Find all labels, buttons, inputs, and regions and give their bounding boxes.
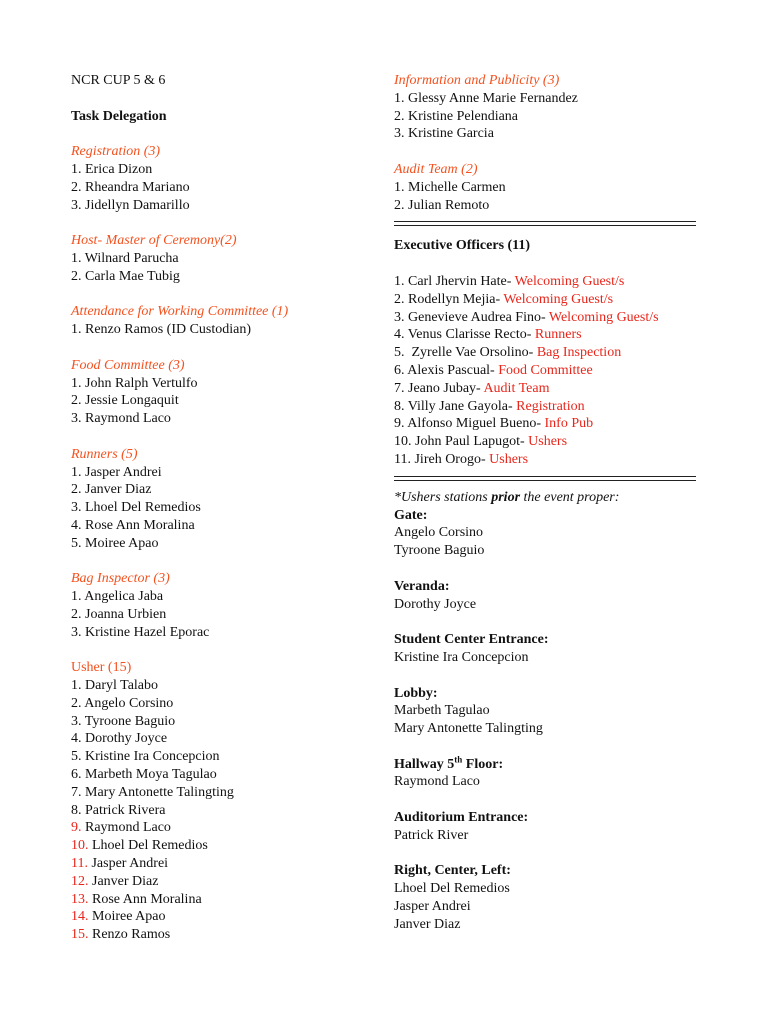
station-label-lobby: Lobby: (394, 685, 438, 701)
usher-name: Moiree Apao (92, 909, 166, 925)
usher-item (71, 766, 371, 784)
list-item: 5. Moiree Apao (71, 535, 159, 551)
executive-role: Ushers (528, 434, 568, 450)
list-item: 1. Michelle Carmen (394, 179, 506, 195)
label-superscript: th (454, 754, 463, 765)
executive-item (394, 451, 696, 469)
stations-note (394, 489, 696, 507)
executive-role: Welcoming Guest/s (548, 309, 659, 325)
usher-number: 3. (71, 713, 82, 729)
usher-item (71, 730, 371, 748)
list-item: 1. Renzo Ramos (ID Custodian) (71, 322, 252, 338)
executive-name: 3. Genevieve Audrea Fino- (394, 309, 549, 325)
station-name: Tyroone Baguio (394, 543, 485, 559)
usher-number: 2. (71, 695, 82, 711)
list-item: 2. Rheandra Mariano (71, 179, 190, 195)
section-heading: Bag Inspector (3) (71, 571, 170, 587)
station-label-hallway (394, 756, 696, 774)
usher-number: 1. (71, 678, 82, 694)
executive-item (394, 326, 696, 344)
usher-name: Dorothy Joyce (85, 731, 168, 747)
executive-name: 10. John Paul Lapugot- (394, 434, 529, 450)
usher-name: Jasper Andrei (91, 856, 169, 872)
usher-number: 13. (71, 891, 89, 907)
section-registration (71, 143, 371, 214)
usher-name: Mary Antonette Talingting (85, 784, 234, 800)
usher-number: 15. (71, 927, 89, 943)
list-item: 3. Jidellyn Damarillo (71, 197, 190, 213)
executive-role: Audit Team (483, 380, 550, 396)
section-audit-team (394, 161, 696, 214)
list-item: 3. Kristine Garcia (394, 126, 494, 142)
section-heading: Audit Team (2) (394, 161, 478, 177)
usher-name: Raymond Laco (85, 820, 171, 836)
list-item: 1. Angelica Jaba (71, 589, 164, 605)
executive-name: 1. Carl Jhervin Hate- (394, 273, 515, 289)
section-heading: Usher (15) (71, 660, 132, 676)
executive-item (394, 362, 696, 380)
usher-item (71, 837, 371, 855)
executive-role: Welcoming Guest/s (503, 291, 614, 307)
section-heading: Executive Officers (11) (394, 238, 531, 254)
usher-name: Patrick Rivera (85, 802, 166, 818)
section-runners (71, 446, 371, 553)
section-food-committee (71, 357, 371, 428)
document-title: NCR CUP 5 & 6 (71, 73, 166, 88)
section-heading: Attendance for Working Committee (1) (71, 304, 289, 320)
executive-item (394, 433, 696, 451)
executive-item (394, 398, 696, 416)
usher-item (71, 855, 371, 873)
executive-role: Ushers (489, 451, 529, 467)
executive-name: 6. Alexis Pascual- (394, 362, 499, 378)
list-item: 1. Glessy Anne Marie Fernandez (394, 90, 578, 106)
station-name: Angelo Corsino (394, 525, 484, 541)
station-name: Mary Antonette Talingting (394, 721, 543, 737)
section-heading: Host- Master of Ceremony(2) (71, 233, 237, 249)
label-part: Floor: (462, 756, 504, 772)
usher-item (71, 908, 371, 926)
executive-role: Bag Inspection (536, 345, 622, 361)
usher-item (71, 891, 371, 909)
usher-number: 9. (71, 820, 82, 836)
executive-role: Registration (516, 398, 585, 414)
executive-name: 2. Rodellyn Mejia- (394, 291, 504, 307)
divider (394, 221, 696, 226)
usher-number: 12. (71, 873, 89, 889)
executive-item (394, 291, 696, 309)
usher-name: Lhoel Del Remedios (92, 838, 208, 854)
usher-number: 7. (71, 784, 82, 800)
note-suffix: the event proper: (520, 489, 620, 505)
usher-item (71, 819, 371, 837)
section-heading: Registration (3) (71, 144, 161, 160)
task-delegation-heading: Task Delegation (71, 108, 167, 124)
list-item: 2. Joanna Urbien (71, 606, 167, 622)
executive-item (394, 380, 696, 398)
executive-role: Runners (534, 327, 582, 343)
list-item: 3. Lhoel Del Remedios (71, 500, 201, 516)
station-label-auditorium: Auditorium Entrance: (394, 810, 529, 826)
executive-name: 9. Alfonso Miguel Bueno- (394, 416, 545, 432)
executive-role: Info Pub (544, 416, 594, 432)
station-label-gate: Gate: (394, 507, 428, 523)
section-ushers (71, 659, 371, 944)
station-name: Patrick River (394, 827, 469, 843)
usher-number: 4. (71, 731, 82, 747)
executive-name: 5. Zyrelle Vae Orsolino- (394, 345, 537, 361)
station-name: Kristine Ira Concepcion (394, 649, 529, 665)
executive-item (394, 344, 696, 362)
executive-item (394, 415, 696, 433)
usher-name: Kristine Ira Concepcion (85, 749, 220, 765)
executive-list (394, 273, 696, 469)
section-heading: Information and Publicity (3) (394, 73, 560, 88)
executive-name: 11. Jireh Orogo- (394, 451, 490, 467)
usher-item (71, 748, 371, 766)
station-name: Jasper Andrei (394, 899, 471, 915)
usher-item (71, 802, 371, 820)
executive-item (394, 309, 696, 327)
usher-number: 10. (71, 838, 89, 854)
usher-number: 6. (71, 767, 82, 783)
executive-role: Welcoming Guest/s (514, 273, 625, 289)
list-item: 2. Kristine Pelendiana (394, 108, 519, 124)
section-executive-officers (394, 237, 696, 468)
usher-name: Daryl Talabo (85, 678, 159, 694)
list-item: 2. Janver Diaz (71, 482, 152, 498)
station-name: Raymond Laco (394, 774, 480, 790)
usher-number: 5. (71, 749, 82, 765)
usher-name: Janver Diaz (92, 873, 159, 889)
section-heading: Runners (5) (71, 446, 138, 462)
usher-name: Renzo Ramos (92, 927, 171, 943)
station-name: Marbeth Tagulao (394, 703, 490, 719)
list-item: 2. Jessie Longaquit (71, 393, 179, 409)
right-column (394, 72, 696, 934)
station-name: Lhoel Del Remedios (394, 881, 510, 897)
station-name: Dorothy Joyce (394, 596, 477, 612)
note-bold: prior (491, 489, 521, 505)
usher-number: 11. (71, 856, 88, 872)
section-usher-stations (394, 489, 696, 934)
section-bag-inspector (71, 570, 371, 641)
station-label-student-center: Student Center Entrance: (394, 632, 549, 648)
section-heading: Food Committee (3) (71, 357, 185, 373)
section-info-publicity (394, 72, 696, 143)
list-item: 3. Raymond Laco (71, 411, 171, 427)
label-part: Hallway 5 (394, 756, 455, 772)
divider (394, 476, 696, 481)
list-item: 2. Carla Mae Tubig (71, 268, 180, 284)
usher-item (71, 926, 371, 944)
section-attendance (71, 303, 371, 339)
left-column (71, 72, 371, 944)
usher-name: Angelo Corsino (84, 695, 174, 711)
list-item: 4. Rose Ann Moralina (71, 517, 195, 533)
station-name: Janver Diaz (394, 916, 461, 932)
executive-item (394, 273, 696, 291)
section-host (71, 232, 371, 285)
list-item: 3. Kristine Hazel Eporac (71, 624, 210, 640)
executive-name: 7. Jeano Jubay- (394, 380, 484, 396)
list-item: 1. Wilnard Parucha (71, 250, 179, 266)
usher-item (71, 677, 371, 695)
usher-name: Marbeth Moya Tagulao (85, 767, 217, 783)
usher-number: 14. (71, 909, 89, 925)
list-item: 1. Erica Dizon (71, 161, 153, 177)
usher-item (71, 873, 371, 891)
note-prefix: *Ushers stations (394, 489, 492, 505)
usher-name: Rose Ann Moralina (92, 891, 202, 907)
executive-name: 8. Villy Jane Gayola- (394, 398, 517, 414)
station-label-veranda: Veranda: (394, 578, 450, 594)
usher-name: Tyroone Baguio (84, 713, 176, 729)
usher-item (71, 713, 371, 731)
usher-item (71, 695, 371, 713)
executive-name: 4. Venus Clarisse Recto- (394, 327, 535, 343)
executive-role: Food Committee (498, 362, 593, 378)
usher-item (71, 784, 371, 802)
usher-list (71, 677, 371, 944)
list-item: 1. Jasper Andrei (71, 464, 162, 480)
station-label-rcl: Right, Center, Left: (394, 863, 511, 879)
list-item: 2. Julian Remoto (394, 197, 490, 213)
usher-number: 8. (71, 802, 82, 818)
list-item: 1. John Ralph Vertulfo (71, 375, 198, 391)
